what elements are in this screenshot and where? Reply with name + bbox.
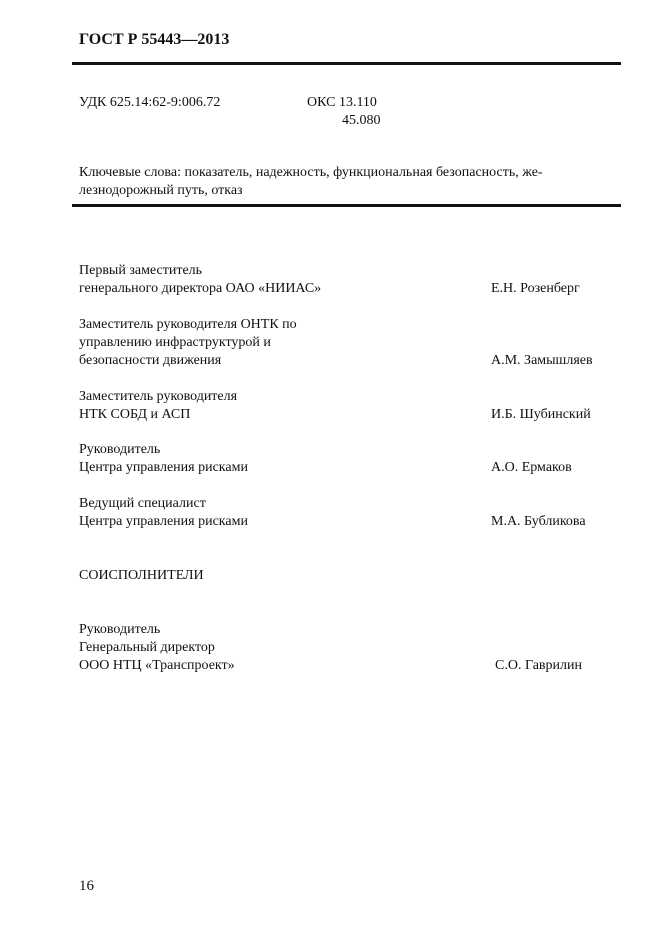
signatory-role-line: генерального директора ОАО «НИИАС» <box>79 281 322 296</box>
oks-code-2: 45.080 <box>342 113 381 128</box>
signatory-name: А.М. Замышляев <box>491 353 593 368</box>
signatory-role-line: Центра управления рисками <box>79 514 248 529</box>
oks-code-1: ОКС 13.110 <box>307 95 377 110</box>
bottom-divider <box>72 204 621 207</box>
page-number: 16 <box>79 878 94 894</box>
signatory-role-line: Заместитель руководителя ОНТК по <box>79 317 297 332</box>
document-header-title: ГОСТ Р 55443—2013 <box>79 31 230 48</box>
signatory-role-line: Руководитель <box>79 442 161 457</box>
signatory-role-line: Заместитель руководителя <box>79 389 238 404</box>
signatory-name: М.А. Бубликова <box>491 514 586 529</box>
coexecutor-role-line: Руководитель <box>79 622 161 637</box>
signatory-name: Е.Н. Розенберг <box>491 281 580 296</box>
coexecutor-role-line: Генеральный директор <box>79 640 215 655</box>
coexecutor-role-line: ООО НТЦ «Транспроект» <box>79 658 235 673</box>
signatory-name: А.О. Ермаков <box>491 460 572 475</box>
signatory-role-line: Первый заместитель <box>79 263 203 278</box>
keywords-line-2: лезнодорожный путь, отказ <box>79 183 243 198</box>
keywords-line-1: Ключевые слова: показатель, надежность, функциональная безопасность, же- <box>79 165 543 180</box>
signatory-role-line: Ведущий специалист <box>79 496 206 511</box>
signatory-name: И.Б. Шубинский <box>491 407 591 422</box>
coexecutor-name: С.О. Гаврилин <box>495 658 582 673</box>
top-divider <box>72 62 621 65</box>
signatory-role-line: Центра управления рисками <box>79 460 248 475</box>
coexecutors-heading: СОИСПОЛНИТЕЛИ <box>79 568 204 583</box>
udk-code: УДК 625.14:62-9:006.72 <box>79 95 221 110</box>
signatory-role-line: управлению инфраструктурой и <box>79 335 271 350</box>
signatory-role-line: НТК СОБД и АСП <box>79 407 191 422</box>
signatory-role-line: безопасности движения <box>79 353 222 368</box>
